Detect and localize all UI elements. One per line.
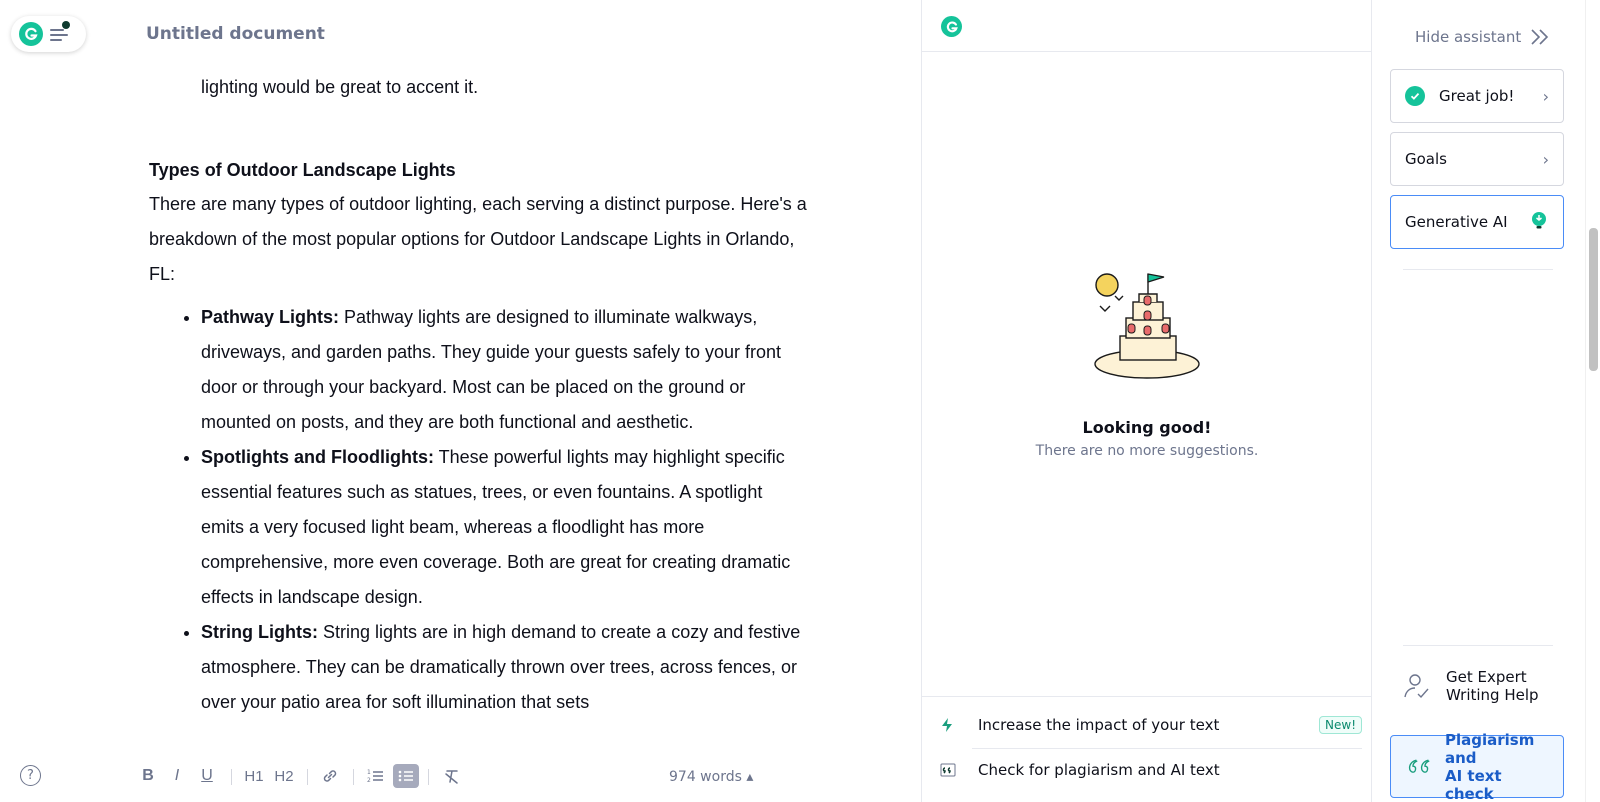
check-circle-icon <box>1405 86 1425 106</box>
get-expert-help-button[interactable] <box>1402 668 1539 704</box>
link-icon[interactable] <box>319 764 341 788</box>
list-item-text: String lights are in high demand to create a cozy and festive atmosphere. They can be dramatically thrown over trees, across fences, or over your patio area for soft illumination that sets <box>201 622 801 712</box>
list-item <box>201 440 809 615</box>
hide-assistant-button[interactable] <box>1415 28 1551 46</box>
quote-icon <box>940 763 978 777</box>
expert-person-icon <box>1402 671 1432 701</box>
intro-line: lighting would be great to accent it. <box>201 77 479 97</box>
list-item-text: Pathway lights are designed to illuminate walkways, driveways, and garden paths. They guide your guests safely to your front door or through your backyard. Most can be placed on the ground or mounted on posts, and they are both functional and aesthetic. <box>201 307 781 432</box>
sidebar-divider <box>1403 645 1553 646</box>
toolbar-divider <box>353 769 354 785</box>
numbered-list-icon[interactable] <box>364 764 386 788</box>
svg-text:2: 2 <box>367 777 371 784</box>
generative-ai-label: Generative AI <box>1405 213 1508 231</box>
quote-marks-icon <box>1407 755 1431 779</box>
assistant-panel <box>921 0 1371 802</box>
double-chevron-right-icon <box>1529 28 1551 46</box>
goals-card[interactable] <box>1390 132 1564 186</box>
new-badge: New! <box>1319 716 1362 734</box>
list-item-title: Pathway Lights: <box>201 307 340 327</box>
right-sidebar <box>1371 0 1585 802</box>
formatting-toolbar <box>0 760 921 792</box>
great-job-label: Great job! <box>1439 87 1515 105</box>
grammarly-logo-icon <box>941 16 962 37</box>
empty-state-title: Looking good! <box>1082 418 1212 437</box>
plagiarism-check-card[interactable] <box>1390 730 1564 802</box>
sidebar-divider <box>1403 269 1553 270</box>
toolbar-divider <box>307 769 308 785</box>
empty-state-subtitle: There are no more suggestions. <box>1035 443 1259 459</box>
help-icon[interactable]: ? <box>20 765 41 786</box>
bold-button[interactable]: B <box>142 767 154 784</box>
heading2-button[interactable]: H2 <box>274 767 294 785</box>
list-item-title: String Lights: <box>201 622 318 642</box>
lightbulb-icon <box>1529 210 1549 234</box>
plagiarism-line2: AI text check <box>1444 766 1502 802</box>
sandcastle-illustration-icon <box>1087 270 1207 388</box>
check-plagiarism-button[interactable] <box>940 750 1362 790</box>
great-job-card[interactable] <box>1390 69 1564 123</box>
document-body[interactable] <box>149 70 809 720</box>
increase-impact-button[interactable] <box>940 705 1362 745</box>
page-scrollbar[interactable] <box>1585 0 1600 802</box>
assistant-header <box>922 0 1372 52</box>
toolbar-divider <box>428 769 429 785</box>
heading1-button[interactable]: H1 <box>244 767 264 785</box>
hamburger-menu-icon <box>50 25 72 43</box>
chevron-right-icon: › <box>1542 86 1549 106</box>
svg-text:1: 1 <box>367 769 371 776</box>
lightning-icon <box>940 717 978 733</box>
hide-assistant-label: Hide assistant <box>1415 28 1522 46</box>
expert-line2: Writing Help <box>1446 686 1539 704</box>
list-item-title: Spotlights and Floodlights: <box>201 447 434 467</box>
document-title[interactable]: Untitled document <box>146 24 325 44</box>
grammarly-menu-button[interactable] <box>11 16 86 52</box>
generative-ai-card[interactable] <box>1390 195 1564 249</box>
section-paragraph: There are many types of outdoor lighting, each serving a distinct purpose. Here's a breakdown of the most popular options for Outdoor Landscape Lights in Orlando, FL: <box>149 194 807 284</box>
word-count[interactable]: 974 words ▴ <box>669 769 754 785</box>
check-plagiarism-label: Check for plagiarism and AI text <box>978 761 1220 779</box>
plagiarism-line1: Plagiarism and <box>1444 730 1535 767</box>
section-heading: Types of Outdoor Landscape Lights <box>149 160 456 180</box>
goals-label: Goals <box>1405 150 1447 168</box>
bullet-list-icon[interactable] <box>393 764 419 788</box>
clear-formatting-icon[interactable] <box>441 764 463 788</box>
grammarly-logo-icon <box>19 22 43 46</box>
bullet-list <box>149 300 809 720</box>
list-item <box>201 615 809 720</box>
assistant-footer <box>922 696 1372 802</box>
empty-state <box>922 270 1372 459</box>
footer-divider <box>972 748 1362 749</box>
scrollbar-thumb[interactable] <box>1589 228 1598 371</box>
expert-line1: Get Expert <box>1446 668 1527 686</box>
list-item-text: These powerful lights may highlight specific essential features such as statues, trees, or even fountains. A spotlight emits a very focused light beam, whereas a floodlight has more comprehensive, more even coverage. Both are great for creating dramatic effects in landscape design. <box>201 447 791 607</box>
toolbar-divider <box>231 769 232 785</box>
increase-impact-label: Increase the impact of your text <box>978 716 1220 734</box>
italic-button[interactable]: I <box>174 767 180 784</box>
chevron-right-icon: › <box>1542 149 1549 169</box>
underline-button[interactable]: U <box>201 767 213 784</box>
list-item <box>201 300 809 440</box>
